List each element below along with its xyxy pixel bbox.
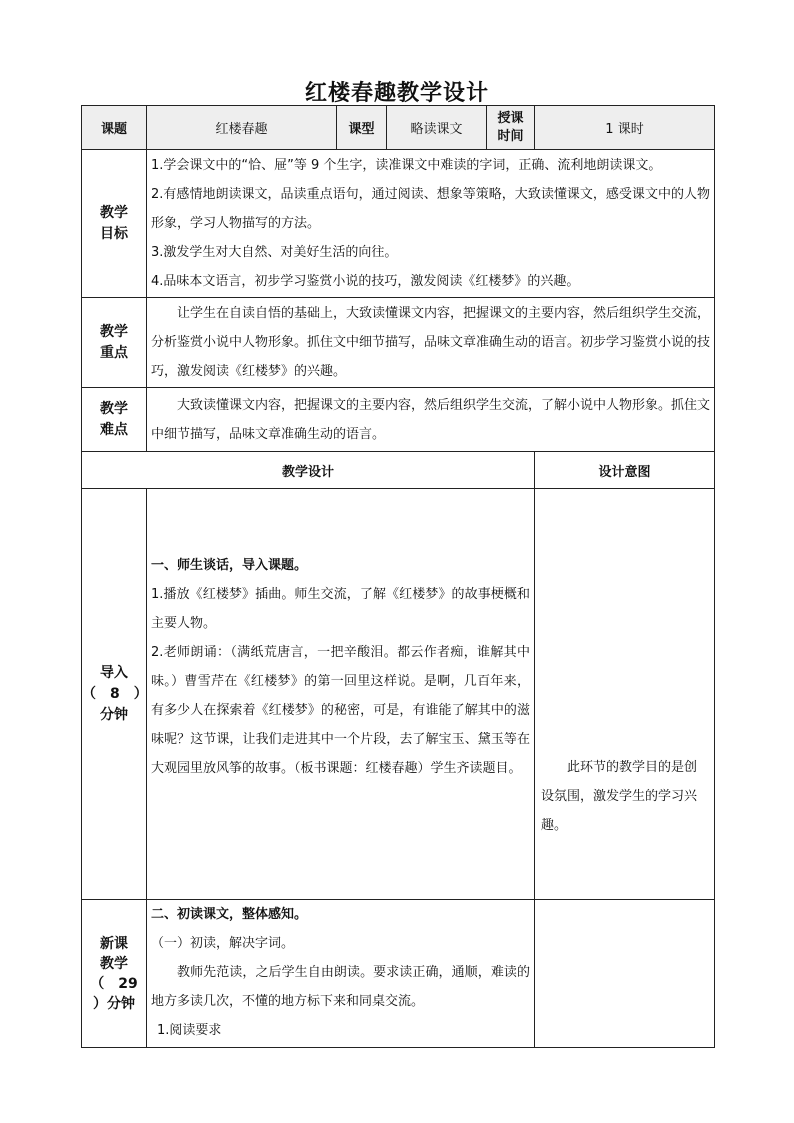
time-value: 1 课时 [535,106,715,150]
new-lesson-label-line-3: （ 29 [90,975,138,992]
topic-value: 红楼春趣 [147,106,337,150]
intro-label-line-1: 导入 [100,664,128,681]
intro-row [82,489,715,900]
key-points-label-line-2: 重点 [100,344,128,361]
design-header-row [82,452,715,489]
topic-label: 课题 [82,106,147,150]
intent-header: 设计意图 [535,452,715,489]
design-header: 教学设计 [82,452,535,489]
difficulties-text: 大致读懂课文内容，把握课文的主要内容，然后组织学生交流，了解小说中人物形象。抓住文中细节描写，品味文章准确生动的语言。 [151,397,711,442]
new-lesson-label-line-1: 新课 [100,935,128,952]
key-points-content [147,298,715,388]
goals-label [82,150,147,298]
difficulties-content [147,388,715,452]
goal-item: 4.品味本文语言，初步学习鉴赏小说的技巧，激发阅读《红楼梦》的兴趣。 [151,274,580,289]
difficulties-label-line-2: 难点 [100,421,128,438]
new-lesson-heading: 二、初读课文，整体感知。 [151,907,308,922]
goals-label-line-1: 教学 [100,204,128,221]
type-value: 略读课文 [387,106,487,150]
time-label-line-2: 时间 [497,128,524,144]
new-lesson-label-line-2: 教学 [100,955,128,972]
new-lesson-row [82,900,715,1048]
new-lesson-label [82,900,147,1048]
key-points-label-line-1: 教学 [100,323,128,340]
intro-label-line-2: （ 8 ） [82,685,148,702]
new-lesson-paragraph-1: 教师先范读，之后学生自由朗读。要求读正确，通顺，难读的地方多读几次，不懂的地方标下来和同桌交流。 [151,965,530,1009]
new-lesson-label-line-4: ）分钟 [93,995,135,1012]
new-lesson-content [147,900,535,1048]
header-row [82,106,715,150]
goal-item: 3.激发学生对大自然、对美好生活的向往。 [151,245,398,260]
intro-intent-text: 此环节的教学目的是创设氛围，激发学生的学习兴趣。 [541,760,698,833]
goals-row [82,150,715,298]
intro-paragraph-1: 1.播放《红楼梦》插曲。师生交流，了解《红楼梦》的故事梗概和主要人物。 [151,587,530,631]
goal-item: 2.有感情地朗读课文，品读重点语句，通过阅读、想象等策略，大致读懂课文，感受课文中的人物形象，学习人物描写的方法。 [151,187,710,231]
intro-heading: 一、师生谈话，导入课题。 [151,558,308,573]
time-label-line-1: 授课 [497,110,524,126]
new-lesson-intent [535,900,715,1048]
type-label: 课型 [337,106,387,150]
intro-content [147,489,535,900]
goals-label-line-2: 目标 [100,225,128,242]
intro-label-line-3: 分钟 [100,706,128,723]
key-points-label [82,298,147,388]
key-points-text: 让学生在自读自悟的基础上，大致读懂课文内容，把握课文的主要内容，然后组织学生交流，分析鉴赏小说中人物形象。抓住文中细节描写，品味文章准确生动的语言。初步学习鉴赏小说的技巧，激发阅读《红楼梦》的兴趣。 [151,306,711,379]
goal-item: 1.学会课文中的“恰、屉”等 9 个生字，读准课文中难读的字词，正确、流利地朗读课文。 [151,158,662,173]
intro-intent [535,489,715,900]
key-points-row [82,298,715,388]
time-label [487,106,535,150]
difficulties-label [82,388,147,452]
difficulties-label-line-1: 教学 [100,400,128,417]
goals-content [147,150,715,298]
difficulties-row [82,388,715,452]
new-lesson-paragraph-2: 1.阅读要求 [157,1023,222,1038]
intro-label [82,489,147,900]
lesson-plan-table [81,105,715,1048]
intro-paragraph-2: 2.老师朗诵：（满纸荒唐言，一把辛酸泪。都云作者痴，谁解其中味。）曹雪芹在《红楼梦》的第一回里这样说。是啊，几百年来，有多少人在探索着《红楼梦》的秘密，可是，有谁能了解其中的滋味呢？这节课，让我们走进其中一个片段，去了解宝玉、黛玉等在大观园里放风筝的故事。（板书课题：红楼春趣）学生齐读题目。 [151,645,530,776]
page-title: 红楼春趣教学设计 [304,81,489,106]
new-lesson-subheading: （一）初读，解决字词。 [151,936,295,951]
